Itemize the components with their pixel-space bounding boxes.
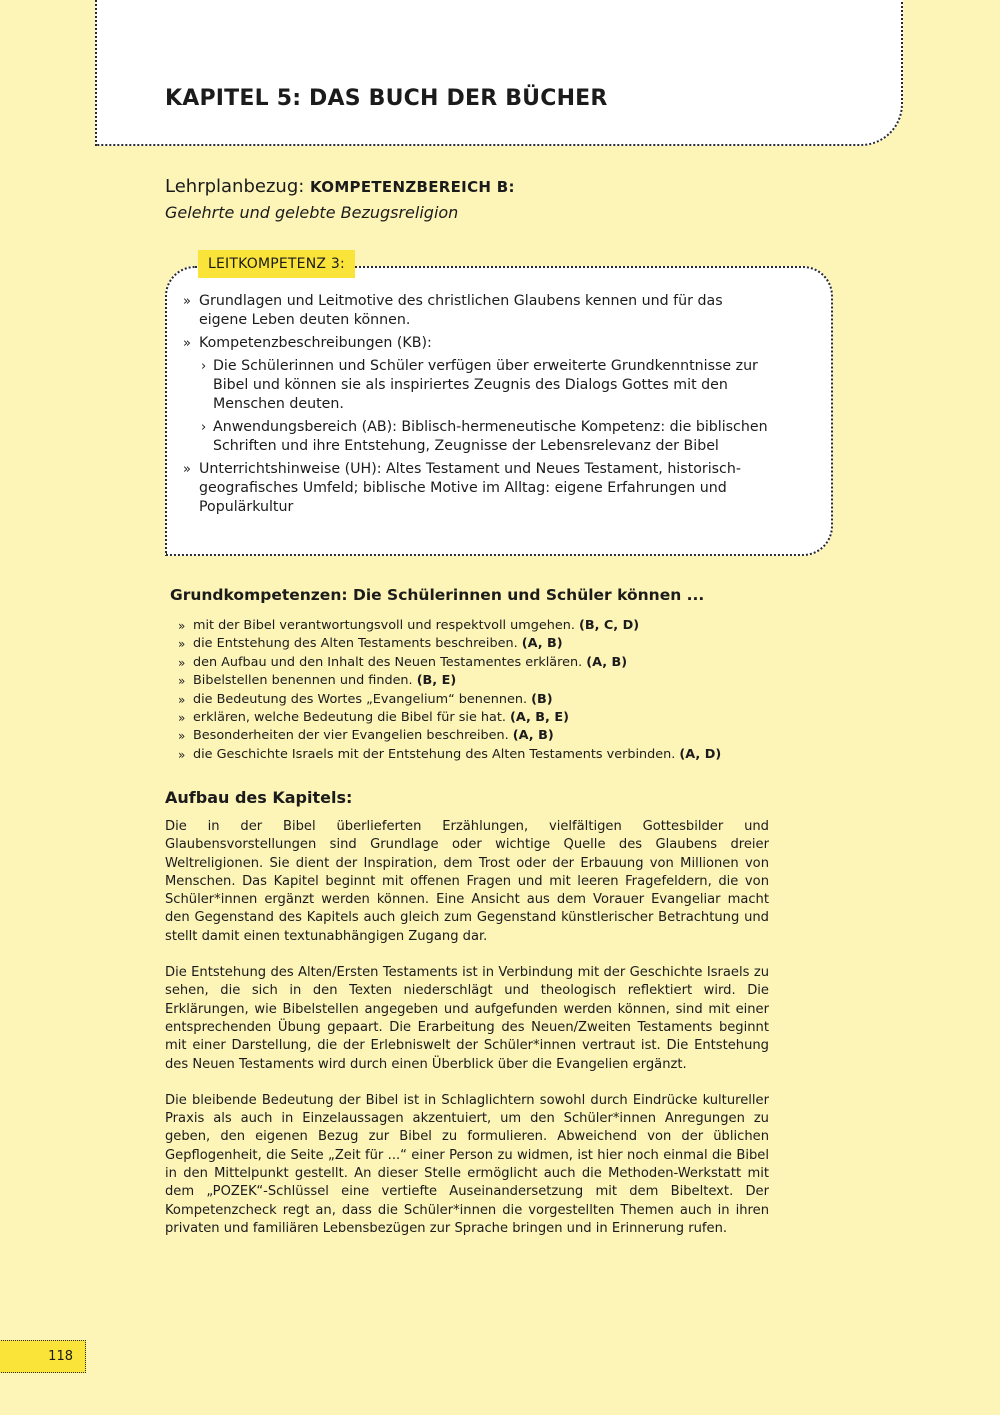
bullet-marker: »: [178, 692, 186, 707]
item-ref: (B, E): [416, 673, 457, 689]
list-item: [178, 727, 818, 745]
chapter-title: KAPITEL 5: DAS BUCH DER BÜCHER: [165, 86, 608, 111]
bullet-marker: »: [178, 619, 186, 633]
list-item-text: Grundlagen und Leitmotive des christlichen Glaubens kennen und für das eigene Leben deuten können.: [199, 293, 723, 328]
list-item: [178, 617, 818, 635]
bullet-marker: »: [183, 294, 191, 309]
lehrplan-subtitle: Gelehrte und gelebte Bezugsreligion: [165, 203, 459, 222]
item-ref: (A, B): [521, 636, 563, 652]
bullet-marker: »: [178, 711, 186, 726]
list-item-text: Anwendungsbereich (AB): Biblisch-hermeneutische Kompetenz: die biblischen Schriften und ihre Entstehung, Zeugnisse der Lebensrelevanz der Bibel: [213, 419, 768, 454]
list-item-text: [193, 672, 456, 690]
kompetenzbereich: KOMPETENZBEREICH B:: [310, 178, 515, 196]
item-text: die Entstehung des Alten Testaments beschreiben.: [193, 636, 522, 652]
lehrplan-section: [165, 176, 865, 222]
item-text: den Aufbau und den Inhalt des Neuen Testamentes erklären.: [193, 654, 587, 670]
aufbau-body: [165, 818, 769, 1256]
bullet-marker: »: [183, 336, 191, 351]
item-ref: (B): [531, 691, 553, 707]
lehrplan-heading: [165, 176, 865, 197]
item-text: Besonderheiten der vier Evangelien beschreiben.: [193, 728, 513, 744]
chapter-header-box: [95, 0, 903, 146]
paragraph: Die Entstehung des Alten/Ersten Testaments ist in Verbindung mit der Geschichte Israels zu sehen, die sich in den Texten niederschlägt und theologisch reflektiert wird. Die Erklärungen, wie Bibelstellen angegeben und aufgefunden werden können, sind mit einer entsprechenden Übung gepaart. Die Erarbeitung des Neuen/Zweiten Testaments beginnt mit einer Darstellung, die der Erlebniswelt der Schüler*innen vertraut ist. Die Entstehung des Neuen Testaments wird durch einen Überblick über die Evangelien ergänzt.: [165, 965, 769, 1072]
bullet-marker: »: [178, 655, 186, 670]
sub-list-item: [183, 418, 768, 456]
list-item: [178, 654, 818, 672]
leitkompetenz-tag: LEITKOMPETENZ 3:: [198, 250, 355, 278]
bullet-marker: »: [183, 462, 191, 477]
paragraph: Die in der Bibel überlieferten Erzählungen, vielfältigen Gottesbilder und Glaubensvorstellungen sind Grundlage oder wichtige Quelle des Glaubens dreier Weltreligionen. Sie dient der Inspiration, dem Trost oder der Erbauung von Millionen von Menschen. Das Kapitel beginnt mit offenen Fragen und mit leeren Fragefeldern, die von Schüler*innen ergänzt werden können. Eine Ansicht aus dem Vorauer Evangeliar macht den Gegenstand des Kapitels auch gleich zum Gegenstand künstlerischer Betrachtung und stellt damit einen textunabhängigen Zugang dar.: [165, 819, 769, 944]
list-item-text: Kompetenzbeschreibungen (KB):: [199, 335, 432, 351]
bullet-marker: »: [178, 747, 186, 762]
list-item-text: Die Schülerinnen und Schüler verfügen über erweiterte Grundkenntnisse zur Bibel und können sie als inspiriertes Zeugnis des Dialogs Gottes mit den Menschen deuten.: [213, 358, 758, 412]
sub-bullet-marker: ›: [201, 359, 207, 374]
list-item: [183, 334, 768, 353]
item-ref: (A, D): [679, 746, 722, 762]
list-item-text: [193, 617, 639, 635]
item-text: Bibelstellen benennen und finden.: [193, 673, 417, 689]
bullet-marker: »: [178, 674, 186, 689]
list-item: [178, 672, 818, 690]
grundkompetenzen-list: [178, 617, 818, 764]
list-item-text: [193, 727, 554, 745]
leitkompetenz-list: [183, 292, 768, 521]
item-ref: (A, B): [586, 654, 628, 670]
sub-bullet-marker: ›: [201, 420, 207, 435]
list-item-text: [193, 691, 553, 709]
list-item: [178, 746, 818, 764]
page-number: 118: [0, 1340, 86, 1373]
list-item-text: [193, 709, 569, 727]
grundkompetenzen-title: Grundkompetenzen: Die Schülerinnen und Schüler können ...: [170, 586, 705, 604]
item-text: die Geschichte Israels mit der Entstehung des Alten Testaments verbinden.: [193, 746, 680, 762]
list-item-text: [193, 635, 563, 653]
list-item-text: [193, 746, 721, 764]
item-text: mit der Bibel verantwortungsvoll und respektvoll umgehen.: [193, 618, 579, 633]
list-item: [183, 292, 768, 330]
bullet-marker: »: [178, 729, 186, 744]
aufbau-title: Aufbau des Kapitels:: [165, 788, 353, 807]
list-item: [183, 460, 768, 517]
list-item-text: [193, 654, 627, 672]
item-text: die Bedeutung des Wortes „Evangelium“ benennen.: [193, 691, 532, 707]
list-item-text: Unterrichtshinweise (UH): Altes Testament und Neues Testament, historisch-geografisches Umfeld; biblische Motive im Alltag: eigene Erfahrungen und Populärkultur: [199, 461, 741, 515]
lehrplan-label: Lehrplanbezug:: [165, 176, 311, 197]
list-item: [178, 635, 818, 653]
item-ref: (A, B): [512, 728, 554, 744]
item-text: erklären, welche Bedeutung die Bibel für sie hat.: [193, 710, 510, 726]
item-ref: (B, C, D): [578, 618, 640, 633]
sub-list-item: [183, 357, 768, 414]
bullet-marker: »: [178, 637, 186, 652]
list-item: [178, 709, 818, 727]
item-ref: (A, B, E): [510, 710, 569, 726]
list-item: [178, 691, 818, 709]
paragraph: Die bleibende Bedeutung der Bibel ist in Schlaglichtern sowohl durch Eindrücke kultureller Praxis als auch in Einzelaussagen akzentuiert, um den Schüler*innen Anregungen zu geben, den eigenen Bezug zur Bibel zu formulieren. Abweichend von der üblichen Gepflogenheit, die Seite „Zeit für ...“ einer Person zu widmen, ist hier noch einmal die Bibel in den Mittelpunkt gestellt. An dieser Stelle ermöglicht auch die Methoden-Werkstatt mit dem „POZEK“-Schlüssel eine vertiefte Auseinandersetzung mit dem Bibeltext. Der Kompetenzcheck regt an, dass die Schüler*innen die vorgestellten Themen auch in ihren privaten und familiären Lebensbezügen zur Sprache bringen und in Erinnerung rufen.: [165, 1092, 769, 1236]
